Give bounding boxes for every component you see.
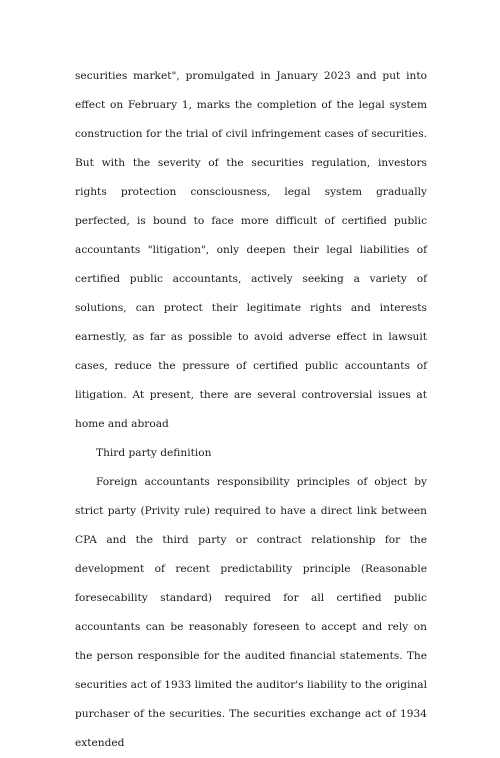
paragraph-continuation: securities market", promulgated in January 2023 and put into effect on February 1, marks the completion of the legal system construction for the trial of civil infringement cases of securities. But with the severity of the securities regulation, investors rights protection consciousness, legal system gradually perfected, is bound to face more difficult of certified public accountants "litigation", only deepen their legal liabilities of certified public accountants, actively seeking a variety of solutions, can protect their legitimate rights and interests earnestly, as far as possible to avoid adverse effect in lawsuit cases, reduce the pressure of certified public accountants of litigation. At present, there are several controversial issues at home and abroad	[75, 70, 427, 430]
section-heading: Third party definition	[96, 447, 212, 459]
document-body	[75, 62, 427, 758]
paragraph-third-party: Foreign accountants responsibility principles of object by strict party (Privity rule) required to have a direct link between CPA and the third party or contract relationship for the development of recent predictability principle (Reasonable foresecability standard) required for all certified public accountants can be reasonably foreseen to accept and rely on the person responsible for the audited financial statements. The securities act of 1933 limited the auditor's liability to the original purchaser of the securities. The securities exchange act of 1934 extended	[75, 476, 427, 749]
